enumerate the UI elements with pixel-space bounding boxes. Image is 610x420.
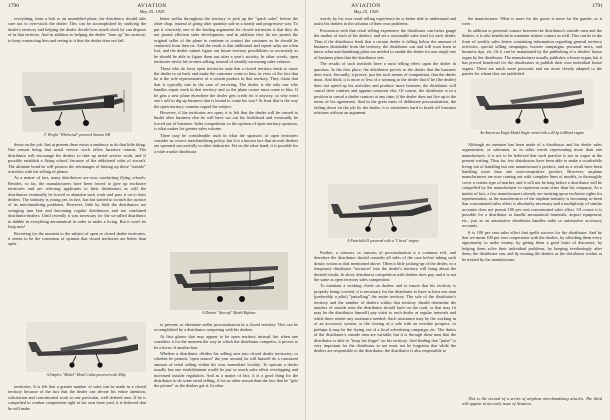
paragraph: Further, a contract, or canvass of procrastination is a common evil, and therefore the distributor should consider all sides of the case before taking such drastic action as that mentioned above. Often a little jacking-up of the dealer, or a temporary distributor "invasion" into the dealer's territory will bring about the desired results. In short, distributor competition with dealers does pay, and it is not the same as open territory sales competition. (314, 250, 456, 283)
paragraph: down on the job. Just at present there exists a tendency to do that little thing. One reason being that aerial service work offers lucrative returns. The distributor will encourage his dealers to take up aerial service work, and if possible establish a flying school, because of the additional sales of aircraft. The ultimate bond he will possess the advantages of linking up these "outside" activities with the selling of planes. (8, 142, 146, 175)
figure-fairchild-plane (328, 184, 438, 238)
right-header-title: AVIATION (351, 3, 381, 9)
paragraph: Reverting for the moment to the subject of open or closed dealer territories, it seems to be the consensus of opinion that closed territories are better than open (8, 230, 146, 247)
figure-1-caption: T. Wright "Whirlwind" powered Stinson SM (43, 133, 111, 137)
monoplane-photo-icon (22, 72, 132, 132)
end-note-text: This is the second of a series of airplane merchandising articles. The third will appear in an early issue of Aviation. (462, 396, 602, 407)
paragraph: At first glance that may appear to be open territory instead, but when one considers it for the moment the way in which the distributor competes, it proves to be a horse of another hue. (154, 333, 298, 350)
right-col2-top-text (462, 16, 602, 78)
right-page (305, 0, 610, 420)
figure-simplex-plane (26, 322, 146, 372)
figure-stinson-plane (22, 72, 132, 132)
left-page-header (0, 3, 305, 13)
paragraph: better stellar throughout the territory to pick up the "quick sales" before the other chap, instead of going after quantity sale in a steady and progressive way. To put it concisely, one of the leading arguments for closed territories is that they do not permit efficient sales development, and in addition they do not permit the original seller of the plane to continue to contact the customer as he should be contacted from then on. And the result is that additional and repeat sales are often lost, and the dealer cannot figure out future territory possibilities so accurately as he should be able to figure them out after a year's activity. In other words, open territories invite hit-or-miss selling, instead of steadily increasing sales volume. (154, 16, 298, 65)
left-page-number: 1790 (8, 3, 19, 9)
paragraph: territories. It is felt that a greater number of sales can be made in a closed territory because of the fact that the dealer can devote his entire attention, solicitation and concentrated work to one particular, well defined area. If he is compelled to combat competition right in his own front yard, it is believed that he will make (8, 384, 146, 411)
figure-3-caption: A Simplex "Model" Metal Cabin powered with 40hp (46, 373, 126, 377)
cabin-monoplane-photo-icon (26, 322, 146, 372)
left-col2-bottom-text (154, 322, 298, 418)
paragraph: words, by his own retail selling experience he is better able to understand and assist his dealers in the solution of their own problems. (314, 16, 456, 27)
paragraph: the manufacturer. What is more for the goose is more for the gander, as it were. (462, 16, 602, 27)
right-figure-1-caption: An American Eagle Model Eagle wired with a 40 hp LeBlond engine (479, 131, 585, 135)
biplane-photo-icon (170, 252, 288, 310)
paragraph: to prevent, or eliminate stellar procrastination in a closed territory. This can be accomplished by a distributor competing with his dealers. (154, 322, 298, 333)
right-page-number: 1791 (592, 3, 603, 9)
left-col1-top-text (8, 16, 146, 72)
paragraph: Those who do favor open territories state that a closed territory tends to cause the dealer to sit back and make the customer come to him, in view of the fact that he is the sole representative of a certain product in that territory. They claim that that is typically true in the case of servicing. The dealer is the only one who handles repair work in that territory and so the plane owner must come to him. If he gets a new plane elsewhere the dealer gets credit for it anyway, so why exert one's self to dig up business that is bound to come his way? At least that is the way the open territory contents regard the subject. (154, 65, 298, 109)
fairchild-photo-icon (328, 184, 438, 238)
right-header-date: May 25, 1929 (353, 9, 379, 14)
american-eagle-photo-icon (470, 78, 594, 130)
end-note (462, 396, 602, 418)
paragraph: It is 100 per cent sales effort that spells success for the distributor. And by that we mean 100 per cent cooperation with the dealers, by affording them every opportunity to make money, by giving them a good basis of discounts, by helping them solve their individual problems, by keeping everlastingly after them, the distributor can, and by treating the dealers as the distributor wishes to be treated by the manufacturer. (462, 229, 602, 262)
right-col1-bottom-text (314, 250, 456, 418)
left-col2-top-text (154, 16, 298, 252)
paragraph: However, if the territories are open, it is felt that the dealer will be caused to hustle after business else he will have cut out his livelihood and eventually be forced out of business. Sales competition, in the opinion of open territory sponsors, is what makes for greater sales volume. (154, 109, 298, 132)
figure-2-caption: A Detroit "Aircraft" Model Biplane (202, 311, 256, 315)
right-page-header (306, 3, 610, 13)
paragraph: Whether a distributor divides his selling area into closed dealer territories, or whether he permits "open season" the year around, he will himself do a consistent amount of retail selling within his own immediate locality. To operate a dealer usually has one establishment would be just so much sales effort overlapping and increased outside regulation. And as a matter of fact, it is a good thing for the distributor to do some retail selling, if for no other reason than the fact that he "gets the picture" as the dealers get it. In other (154, 351, 298, 389)
paragraph: To maintain a working check on dealers and to insure that his territory is properly being covered, it is necessary for the distributor to have at least one man (preferably a pilot) "patrolling" the entire territory. The sale of the distributor's territory and the number of dealers within that territory should determine the number of outside men the distributor should have on the road, or that may (it may be the distributor himself) pay visits to each dealer at regular intervals and while there render any assistance needed. Such assistance may be the working in of an accessory system, or the closing of a sale with an overdue prospect, or perhaps it may be the laying out of a local advertising campaign, etc. The duties of the distributor's outside men are variable, but it is through these men that the distributor is able to "keep his finger" on his territory. And finding that "pulse" is very important for the distributor to not must not be forgotten that while the dealers are responsible to the distributor, the distributor is also responsible to (314, 283, 456, 354)
figure-american-eagle-plane (470, 78, 594, 130)
left-header-title: AVIATION (137, 3, 167, 9)
paragraph: As a matter of fact, many distributors are now conducting flying schools. Besides, so far, the manufacturers have been forced to give up exclusive territories and are referring applicants to their distributors as will the distributors eventually be forced to abandon such work and pass it on to their dealers. The industry is young yet, in fact, has but started to scratch the surface of its merchandising problems. However, little by little the distributors are swinging into line and becoming regular distributors and not combined distributor-dealers. Until recently it was necessary for the so-called distributor to dabble in everything aeronautical in order to make a living. But it won't be long now! (8, 175, 146, 230)
right-col2-main-text (462, 142, 602, 382)
paragraph: There may be considerable truth in what the sponsors of open territories consider as correct merchandising policy, but it is a known fact that aircraft dealers are operated successfully in other industries. Yet on the other hand, it is possible for a wide awake distributor (154, 132, 298, 154)
paragraph: everything, from a bolt to an assembled plane, the distributor should take care not to over-stock the dealer. This can be accomplished by studying the dealer's territory and helping the dealer decide how much stock he can dispose of in that territory. And in addition to helping the dealer "tone up" his territory, to keep contracting him and seeing to it that the dealer does not fail. (8, 16, 146, 43)
right-col1-top-text (314, 16, 456, 180)
left-col1-bottom-text (8, 384, 146, 418)
paragraph: Possession with that retail selling experience the distributor can better gauge the market of each of his dealers, and set a reasonable sales total for each dealer. Thus if the distributor finds that a certain dealer is falling below the amount of business obtainable from the territory, the distributor can and will soon learn to know what merchandising plans are needed to enable the dealer for one single one of business plans that the distributor sets. (314, 27, 456, 60)
figure-detroit-biplane (170, 252, 288, 310)
left-header-date: May 25, 1929 (139, 9, 165, 14)
paragraph: The results of such methods have a most telling effect upon the dealer in question. In the first place, the distributor proves to the dealer that the business does exist. Secondly, it proves, just the such means of competition, that the dealer must. And third, it is more or less of a warning to the dealer that if he (the dealer) does not speed up his activities and produce more business the distributor will cancel their contract and appoint someone else. Of course, the distributor is in a position to cancel a dealer contract at any time, if the dealer does not live up to the terms of his agreement. And in the great mass of deliberate procrastination, the failing down on the job by the dealer, it is sometimes hard to break off business relations without an argument. (314, 61, 456, 115)
paragraph: In addition to personal contact between the distributor's outside men and the dealers, it is also beneficial to maintain written contact as well. This can be in the form of weekly sales letters containing information regarding general territory activities, special selling campaigns, booster campaigns, personal news, and business tips, etc. Or it can be maintained by the publishing of a dealers' house organ by the distributor. The manufacturer usually publishes a house organ, but it has proved beneficial for the distributors to publish their own individual house organs. These are much more personal, and are more closely adapted to the parties for whom they are published. (462, 27, 602, 77)
left-col1-middle-text (8, 142, 146, 328)
paragraph: Although no mention has been made of a distributor and his dealer sales organization, or salesmen, or in other words representing more than one manufacturer, it is not to be believed that such practice is not in vogue at the present writing. Thus far, few distributors have been able to make a worthwhile living out of handling but one manufacturer's product, and as a result have been handling more than one non-competitive product. However, airplane manufacturers are now coming out with complete lines of models, to thoroughly cover a certain type of market, and it will not be long before a distributor will be compelled by the manufacturer to represent none other than his company. As a matter of fact, a few manufacturers already are insisting upon exclusive rights for representation, as the manufacturer of the airplane industry is becoming so keen that concentrated sales effort is absolutely necessary and a multiplicity of similar accounts does not permit 100 per cent concentrated sales effort. Of course it is possible for a distributor to handle aeronautical materials, airport equipment, etc., just as an automotive distributor handles radio or automotive accessory accounts. (462, 142, 602, 229)
right-figure-2-caption: A Fairchild 41 powered with a "Cirrus" engine (347, 239, 419, 243)
